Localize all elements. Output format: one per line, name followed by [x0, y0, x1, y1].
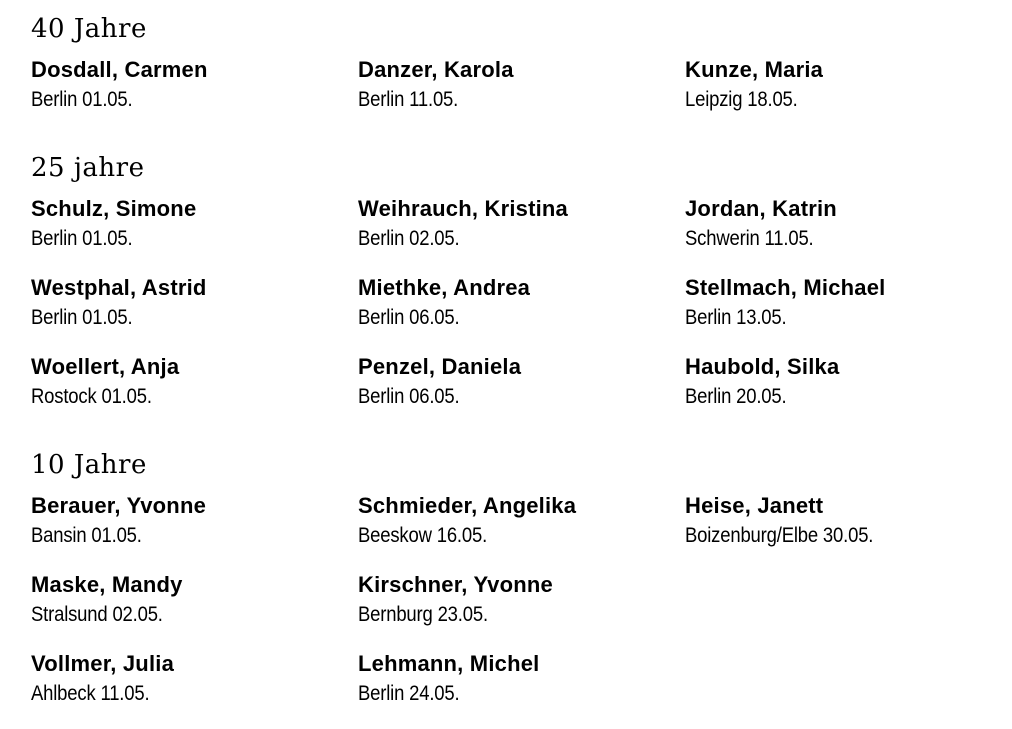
place-date: Berlin 02.05. [358, 227, 460, 250]
list-item [685, 55, 991, 134]
person-name: Vollmer, Julia [31, 651, 175, 676]
empty-slot [685, 570, 991, 649]
place-date: Berlin 13.05. [685, 306, 787, 329]
list-item [358, 570, 685, 649]
place-date: Berlin 01.05. [31, 306, 133, 329]
place-date: Berlin 06.05. [358, 306, 460, 329]
person-name: Maske, Mandy [31, 572, 183, 597]
list-item [31, 649, 358, 728]
list-item [31, 352, 358, 431]
place-date: Ahlbeck 11.05. [31, 682, 150, 705]
list-item [31, 273, 358, 352]
person-name: Westphal, Astrid [31, 275, 207, 300]
person-name: Haubold, Silka [685, 354, 840, 379]
person-name: Schmieder, Angelika [358, 493, 577, 518]
list-item [31, 55, 358, 134]
section-40-jahre [31, 13, 991, 134]
entry-grid [31, 55, 991, 134]
section-25-jahre [31, 152, 991, 431]
list-item [358, 491, 685, 570]
place-date: Berlin 06.05. [358, 385, 460, 408]
place-date: Berlin 01.05. [31, 227, 133, 250]
list-item [31, 491, 358, 570]
person-name: Berauer, Yvonne [31, 493, 207, 518]
place-date: Rostock 01.05. [31, 385, 152, 408]
section-10-jahre [31, 449, 991, 728]
list-item [685, 194, 991, 273]
list-item [358, 273, 685, 352]
person-name: Kunze, Maria [685, 57, 824, 82]
person-name: Jordan, Katrin [685, 196, 837, 221]
person-name: Dosdall, Carmen [31, 57, 208, 82]
place-date: Berlin 01.05. [31, 88, 133, 111]
person-name: Miethke, Andrea [358, 275, 531, 300]
place-date: Berlin 11.05. [358, 88, 459, 111]
person-name: Danzer, Karola [358, 57, 514, 82]
person-name: Kirschner, Yvonne [358, 572, 553, 597]
place-date: Leipzig 18.05. [685, 88, 798, 111]
section-heading: 25 jahre [31, 153, 145, 183]
person-name: Weihrauch, Kristina [358, 196, 568, 221]
place-date: Berlin 20.05. [685, 385, 787, 408]
section-heading: 10 Jahre [31, 450, 147, 480]
place-date: Stralsund 02.05. [31, 603, 163, 626]
list-item [685, 273, 991, 352]
entry-grid [31, 491, 991, 728]
place-date: Berlin 24.05. [358, 682, 460, 705]
list-item [685, 352, 991, 431]
list-item [358, 352, 685, 431]
person-name: Schulz, Simone [31, 196, 197, 221]
place-date: Bansin 01.05. [31, 524, 142, 547]
list-item [31, 570, 358, 649]
place-date: Bernburg 23.05. [358, 603, 488, 626]
list-item [358, 55, 685, 134]
place-date: Schwerin 11.05. [685, 227, 814, 250]
list-item [685, 491, 991, 570]
person-name: Lehmann, Michel [358, 651, 540, 676]
list-item [358, 649, 685, 728]
person-name: Stellmach, Michael [685, 275, 886, 300]
list-item [31, 194, 358, 273]
section-heading: 40 Jahre [31, 14, 147, 44]
list-item [358, 194, 685, 273]
place-date: Boizenburg/Elbe 30.05. [685, 524, 874, 547]
empty-slot [685, 649, 991, 728]
entry-grid [31, 194, 991, 431]
person-name: Heise, Janett [685, 493, 824, 518]
person-name: Woellert, Anja [31, 354, 180, 379]
place-date: Beeskow 16.05. [358, 524, 488, 547]
person-name: Penzel, Daniela [358, 354, 522, 379]
